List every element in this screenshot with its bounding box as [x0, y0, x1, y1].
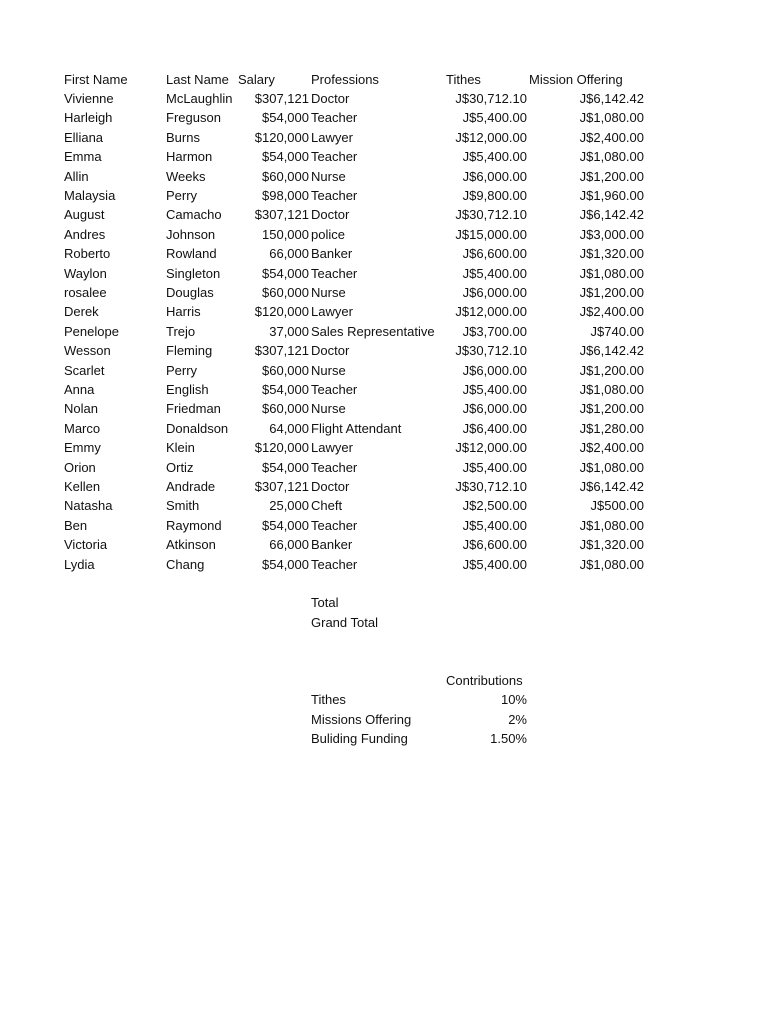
cell-salary: $120,000 — [254, 129, 309, 145]
cell-tithes: J$6,000.00 — [462, 362, 527, 378]
table-row — [0, 438, 768, 457]
cell-first-name: Lydia — [64, 556, 95, 572]
header-first-name: First Name — [64, 72, 128, 87]
table-row — [0, 380, 768, 399]
cell-profession: Lawyer — [311, 440, 353, 456]
cell-mission-offering: J$1,080.00 — [579, 517, 644, 533]
cell-tithes: J$5,400.00 — [462, 517, 527, 533]
cell-first-name: Nolan — [64, 401, 98, 417]
cell-first-name: Allin — [64, 168, 89, 184]
cell-last-name: Weeks — [166, 168, 206, 184]
cell-salary: $120,000 — [254, 304, 309, 320]
header-mission-offering: Mission Offering — [529, 72, 623, 87]
cell-last-name: Raymond — [166, 517, 222, 533]
total-label: Total — [311, 595, 339, 610]
cell-tithes: J$6,000.00 — [462, 168, 527, 184]
cell-tithes: J$5,400.00 — [462, 556, 527, 572]
cell-first-name: Anna — [64, 382, 95, 397]
header-tithes: Tithes — [446, 72, 481, 87]
table-row — [0, 264, 768, 283]
table-row — [0, 283, 768, 302]
cell-profession: Teacher — [311, 382, 358, 397]
cell-first-name: Victoria — [64, 537, 108, 553]
cell-salary: $54,000 — [262, 149, 309, 165]
cell-mission-offering: J$2,400.00 — [579, 304, 644, 320]
cell-mission-offering: J$1,960.00 — [579, 188, 644, 203]
cell-last-name: Andrade — [166, 479, 216, 494]
cell-mission-offering: J$6,142.42 — [579, 343, 644, 359]
table-row — [0, 555, 768, 574]
cell-profession: Cheft — [311, 498, 343, 514]
cell-tithes: J$6,600.00 — [462, 537, 527, 553]
contribution-value-missions: 2% — [508, 712, 527, 727]
cell-first-name: Scarlet — [64, 362, 105, 378]
cell-profession: Nurse — [311, 401, 346, 417]
cell-salary: $307,121 — [254, 91, 309, 106]
cell-salary: $60,000 — [262, 168, 309, 184]
cell-last-name: Chang — [166, 556, 205, 572]
cell-mission-offering: J$1,200.00 — [579, 362, 644, 378]
cell-last-name: Johnson — [166, 226, 216, 242]
cell-mission-offering: J$1,200.00 — [579, 285, 644, 300]
cell-mission-offering: J$1,280.00 — [579, 420, 644, 436]
cell-salary: $54,000 — [262, 265, 309, 281]
cell-first-name: Emma — [64, 149, 102, 165]
cell-tithes: J$9,800.00 — [462, 188, 527, 203]
cell-profession: Flight Attendant — [311, 420, 402, 436]
cell-profession: Teacher — [311, 110, 358, 126]
cell-tithes: J$6,000.00 — [462, 285, 527, 300]
cell-last-name: Freguson — [166, 110, 221, 126]
cell-tithes: J$5,400.00 — [462, 459, 527, 475]
cell-last-name: Friedman — [166, 401, 221, 417]
cell-first-name: rosalee — [64, 285, 107, 300]
table-row — [0, 458, 768, 477]
cell-profession: Lawyer — [311, 304, 353, 320]
cell-tithes: J$6,600.00 — [462, 246, 527, 262]
contribution-value-building: 1.50% — [490, 731, 527, 746]
cell-mission-offering: J$1,080.00 — [579, 110, 644, 126]
cell-last-name: Donaldson — [166, 420, 229, 436]
cell-tithes: J$5,400.00 — [462, 149, 527, 165]
cell-first-name: Penelope — [64, 323, 119, 339]
table-row — [0, 477, 768, 496]
cell-first-name: Elliana — [64, 129, 104, 145]
cell-salary: $60,000 — [262, 285, 309, 300]
table-row — [0, 147, 768, 166]
cell-last-name: Douglas — [166, 285, 214, 300]
cell-tithes: J$12,000.00 — [455, 440, 527, 456]
cell-first-name: Ben — [64, 517, 88, 533]
table-row — [0, 244, 768, 263]
cell-first-name: Natasha — [64, 498, 113, 514]
cell-profession: Banker — [311, 537, 353, 553]
cell-first-name: Kellen — [64, 479, 101, 494]
cell-tithes: J$30,712.10 — [455, 479, 527, 494]
cell-profession: Teacher — [311, 459, 358, 475]
cell-first-name: Waylon — [64, 265, 107, 281]
cell-profession: Doctor — [311, 343, 350, 359]
cell-last-name: Klein — [166, 440, 195, 456]
cell-mission-offering: J$500.00 — [590, 498, 644, 514]
cell-mission-offering: J$1,200.00 — [579, 168, 644, 184]
table-row — [0, 225, 768, 244]
cell-salary: 64,000 — [269, 420, 309, 436]
cell-last-name: Fleming — [166, 343, 213, 359]
cell-mission-offering: J$1,320.00 — [579, 246, 644, 262]
cell-last-name: Smith — [166, 498, 200, 514]
cell-last-name: English — [166, 382, 209, 397]
cell-profession: Teacher — [311, 265, 358, 281]
cell-first-name: Wesson — [64, 343, 111, 359]
cell-profession: Lawyer — [311, 129, 353, 145]
cell-tithes: J$2,500.00 — [462, 498, 527, 514]
table-row — [0, 496, 768, 515]
cell-profession: Nurse — [311, 362, 346, 378]
cell-profession: Doctor — [311, 207, 350, 223]
cell-profession: Sales Representative — [311, 323, 435, 339]
table-row — [0, 89, 768, 108]
table-row — [0, 535, 768, 554]
cell-mission-offering: J$6,142.42 — [579, 479, 644, 494]
cell-mission-offering: J$1,080.00 — [579, 556, 644, 572]
cell-salary: $307,121 — [254, 479, 309, 494]
cell-mission-offering: J$1,200.00 — [579, 401, 644, 417]
cell-salary: $60,000 — [262, 362, 309, 378]
cell-profession: police — [311, 226, 345, 242]
table-row — [0, 302, 768, 321]
table-row — [0, 186, 768, 205]
cell-tithes: J$5,400.00 — [462, 382, 527, 397]
cell-first-name: August — [64, 207, 105, 223]
cell-tithes: J$6,000.00 — [462, 401, 527, 417]
contributions-header: Contributions — [446, 673, 523, 688]
cell-first-name: Derek — [64, 304, 99, 320]
cell-profession: Teacher — [311, 517, 358, 533]
cell-salary: 25,000 — [269, 498, 309, 514]
cell-tithes: J$12,000.00 — [455, 129, 527, 145]
table-row — [0, 341, 768, 360]
cell-salary: $307,121 — [254, 207, 309, 223]
cell-mission-offering: J$740.00 — [590, 323, 644, 339]
cell-salary: $54,000 — [262, 556, 309, 572]
cell-last-name: Harris — [166, 304, 201, 320]
cell-tithes: J$6,400.00 — [462, 420, 527, 436]
cell-tithes: J$12,000.00 — [455, 304, 527, 320]
cell-first-name: Marco — [64, 420, 101, 436]
cell-first-name: Malaysia — [64, 188, 116, 203]
cell-salary: $54,000 — [262, 517, 309, 533]
table-row — [0, 419, 768, 438]
contribution-label-missions: Missions Offering — [311, 712, 412, 727]
cell-last-name: Perry — [166, 362, 198, 378]
cell-salary: $54,000 — [262, 382, 309, 397]
cell-first-name: Harleigh — [64, 110, 113, 126]
grand-total-label: Grand Total — [311, 615, 378, 630]
cell-first-name: Andres — [64, 226, 106, 242]
table-row — [0, 205, 768, 224]
table-row — [0, 167, 768, 186]
cell-tithes: J$30,712.10 — [455, 207, 527, 223]
cell-mission-offering: J$3,000.00 — [579, 226, 644, 242]
cell-salary: $98,000 — [262, 188, 309, 203]
cell-last-name: Singleton — [166, 265, 221, 281]
cell-salary: 66,000 — [269, 246, 309, 262]
table-row — [0, 128, 768, 147]
cell-salary: 37,000 — [269, 323, 309, 339]
cell-mission-offering: J$6,142.42 — [579, 91, 644, 106]
table-row — [0, 399, 768, 418]
cell-profession: Doctor — [311, 479, 350, 494]
table-row — [0, 322, 768, 341]
cell-profession: Nurse — [311, 285, 346, 300]
cell-tithes: J$5,400.00 — [462, 265, 527, 281]
cell-salary: $54,000 — [262, 459, 309, 475]
cell-last-name: Perry — [166, 188, 198, 203]
cell-salary: $54,000 — [262, 110, 309, 126]
cell-profession: Teacher — [311, 149, 358, 165]
header-last-name: Last Name — [166, 72, 229, 87]
cell-salary: $120,000 — [254, 440, 309, 456]
cell-last-name: Atkinson — [166, 537, 216, 553]
table-row — [0, 361, 768, 380]
cell-tithes: J$3,700.00 — [462, 323, 527, 339]
cell-mission-offering: J$2,400.00 — [579, 440, 644, 456]
cell-mission-offering: J$1,320.00 — [579, 537, 644, 553]
cell-first-name: Orion — [64, 459, 96, 475]
cell-first-name: Emmy — [64, 440, 101, 456]
cell-mission-offering: J$1,080.00 — [579, 459, 644, 475]
cell-mission-offering: J$1,080.00 — [579, 149, 644, 165]
cell-profession: Teacher — [311, 556, 358, 572]
cell-last-name: Trejo — [166, 323, 196, 339]
cell-last-name: Camacho — [166, 207, 222, 223]
cell-salary: 66,000 — [269, 537, 309, 553]
cell-last-name: McLaughlin — [166, 91, 233, 106]
cell-salary: $307,121 — [254, 343, 309, 359]
cell-first-name: Roberto — [64, 246, 111, 262]
header-professions: Professions — [311, 72, 379, 87]
cell-profession: Banker — [311, 246, 353, 262]
cell-profession: Doctor — [311, 91, 350, 106]
cell-mission-offering: J$1,080.00 — [579, 382, 644, 397]
contribution-label-building: Buliding Funding — [311, 731, 408, 746]
header-salary: Salary — [238, 72, 275, 87]
cell-tithes: J$5,400.00 — [462, 110, 527, 126]
cell-first-name: Vivienne — [64, 91, 114, 106]
header-row — [0, 70, 768, 89]
cell-tithes: J$30,712.10 — [455, 91, 527, 106]
cell-salary: 150,000 — [262, 226, 309, 242]
cell-mission-offering: J$2,400.00 — [579, 129, 644, 145]
table-row — [0, 516, 768, 535]
cell-profession: Nurse — [311, 168, 346, 184]
cell-last-name: Ortiz — [166, 459, 194, 475]
contribution-label-tithes: Tithes — [311, 692, 346, 707]
cell-tithes: J$30,712.10 — [455, 343, 527, 359]
cell-last-name: Rowland — [166, 246, 217, 262]
cell-mission-offering: J$6,142.42 — [579, 207, 644, 223]
cell-profession: Teacher — [311, 188, 358, 203]
cell-mission-offering: J$1,080.00 — [579, 265, 644, 281]
cell-last-name: Harmon — [166, 149, 213, 165]
contribution-value-tithes: 10% — [500, 692, 527, 707]
cell-last-name: Burns — [166, 129, 200, 145]
cell-salary: $60,000 — [262, 401, 309, 417]
cell-tithes: J$15,000.00 — [455, 226, 527, 242]
table-row — [0, 108, 768, 127]
